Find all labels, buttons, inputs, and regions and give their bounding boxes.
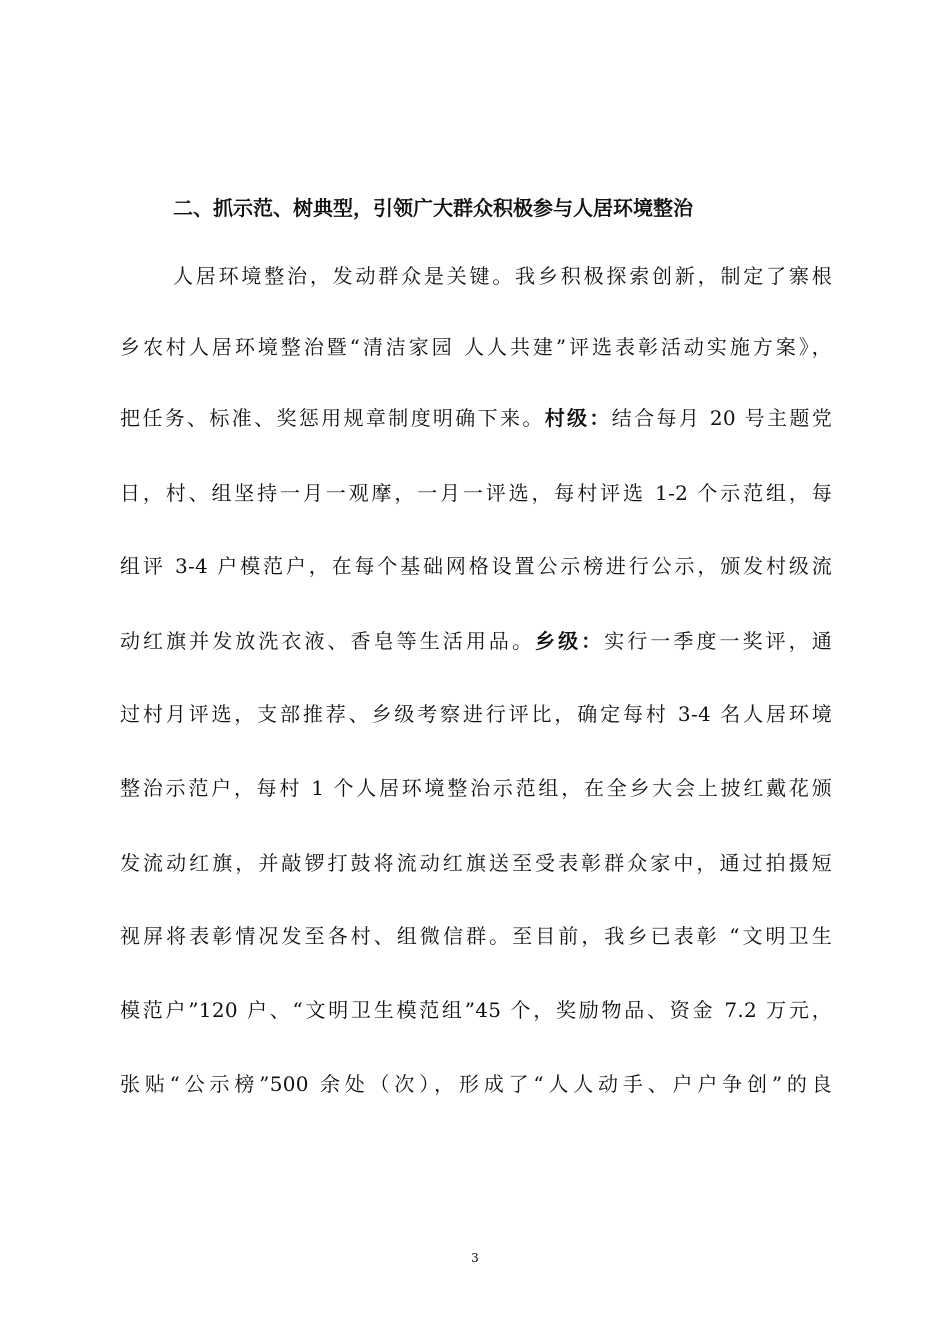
paragraph-line: [173, 258, 832, 294]
page-number: 3: [471, 1251, 479, 1265]
paragraph-line: [120, 329, 832, 365]
line-text: 整治示范户，每村 1 个人居环境整治示范组，在全乡大会上披红戴花颁: [120, 776, 832, 800]
paragraph-line: [120, 845, 832, 881]
line-text: 发流动红旗，并敲锣打鼓将流动红旗送至受表彰群众家中，通过拍摄短: [120, 851, 832, 875]
paragraph-line: [120, 548, 832, 584]
line-text: 人居环境整治，发动群众是关键。我乡积极探索创新，制定了寨根: [173, 264, 832, 288]
village-level-label: 村级：: [544, 406, 612, 430]
line-text: 乡农村人居环境整治暨“清洁家园 人人共建”评选表彰活动实施方案》，: [120, 335, 832, 359]
paragraph-line: [120, 770, 832, 806]
paragraph-line: [120, 400, 832, 436]
line-text: 张贴“公示榜”500 余处（次），形成了“人人动手、户户争创”的良: [120, 1072, 832, 1096]
section-heading: 二、抓示范、树典型，引领广大群众积极参与人居环境整治: [173, 196, 693, 220]
line-text: 视屏将表彰情况发至各村、组微信群。至目前，我乡已表彰 “文明卫生: [120, 924, 832, 948]
paragraph-line: [120, 1066, 832, 1102]
line-text: 日，村、组坚持一月一观摩，一月一评选，每村评选 1-2 个示范组，每: [120, 481, 832, 505]
line-text: 动红旗并发放洗衣液、香皂等生活用品。: [120, 629, 536, 653]
paragraph-line: [120, 475, 832, 511]
line-text: 把任务、标准、奖惩用规章制度明确下来。: [120, 406, 545, 430]
line-text: 结合每月 20 号主题党: [611, 406, 833, 430]
line-text: 组评 3-4 户模范户，在每个基础网格设置公示榜进行公示，颁发村级流: [120, 554, 832, 578]
paragraph-line: [120, 918, 832, 954]
paragraph-line: [120, 696, 832, 732]
township-level-label: 乡级：: [535, 629, 605, 653]
line-text: 过村月评选，支部推荐、乡级考察进行评比，确定每村 3-4 名人居环境: [120, 702, 832, 726]
line-text: 实行一季度一奖评，通: [604, 629, 832, 653]
paragraph-line: [120, 623, 832, 659]
line-text: 模范户”120 户、“文明卫生模范组”45 个，奖励物品、资金 7.2 万元，: [120, 998, 832, 1022]
paragraph-line: [120, 992, 832, 1028]
